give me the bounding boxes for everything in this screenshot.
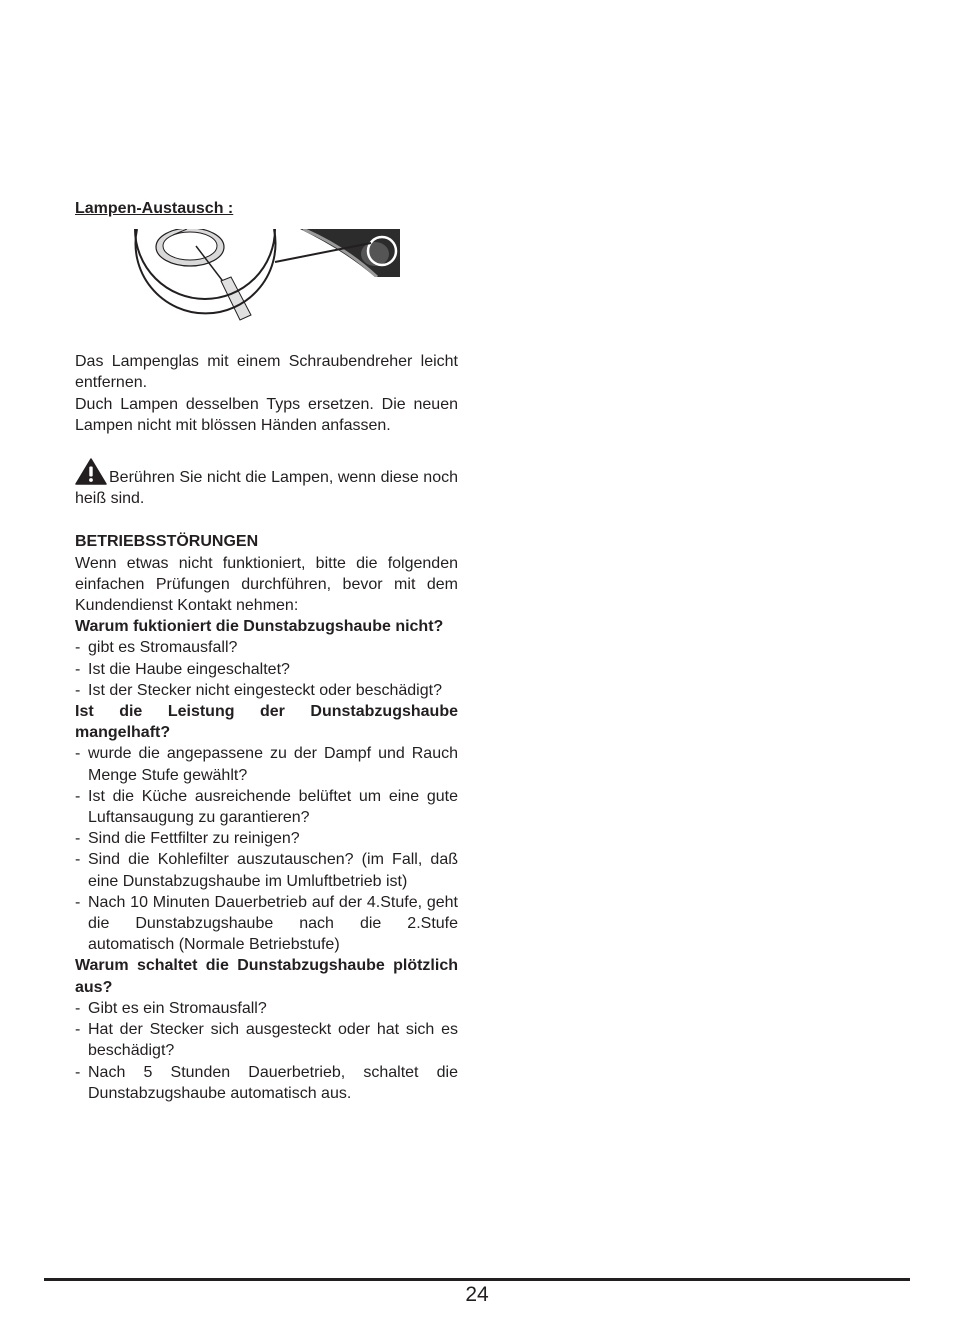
list-item: - Gibt es ein Stromausfall? [75,998,458,1019]
question-1: Warum fuktioniert die Dunstabzugshaube nicht? [75,618,444,636]
screwdriver-lamp-illustration [75,229,405,339]
list-item: - gibt es Stromausfall? [75,637,458,658]
question-1-list [75,637,458,701]
footer-divider [44,1278,910,1281]
lamp-replacement-illustration [75,229,458,339]
question-3: Warum schaltet die Dunstabzugshaube plötzlich aus? [75,957,458,996]
list-item: - wurde die angepassene zu der Dampf und Rauch Menge Stufe gewählt? [75,743,458,785]
warning-triangle-icon [75,458,107,485]
list-item: - Hat der Stecker sich ausgesteckt oder hat sich es beschädigt? [75,1019,458,1061]
list-item: - Nach 10 Minuten Dauerbetrieb auf der 4.Stufe, geht die Dunstabzugshaube nach die 2.Stufe automatisch (Normale Betriebstufe) [75,892,458,956]
list-item: - Ist die Haube eingeschaltet? [75,659,458,680]
list-item: - Sind die Fettfilter zu reinigen? [75,828,458,849]
list-item: - Sind die Kohlefilter auszutauschen? (im Fall, daß eine Dunstabzugshaube im Umluftbetrieb ist) [75,849,458,891]
hot-lamp-warning [75,458,458,509]
manual-column [75,198,458,1104]
question-3-list [75,998,458,1104]
lamp-para-1: Das Lampenglas mit einem Schraubendreher leicht entfernen. [75,353,458,392]
question-2: Ist die Leistung der Dunstabzugshaube mangelhaft? [75,703,458,742]
list-item: - Ist die Küche ausreichende belüftet um eine gute Luftansaugung zu garantieren? [75,786,458,828]
list-item: - Nach 5 Stunden Dauerbetrieb, schaltet die Dunstabzugshaube automatisch aus. [75,1062,458,1104]
lamp-para-2: Duch Lampen desselben Typs ersetzen. Die neuen Lampen nicht mit blössen Händen anfassen. [75,395,458,434]
list-item: - Ist der Stecker nicht eingesteckt oder beschädigt? [75,680,458,701]
troubleshooting-intro: Wenn etwas nicht funktioniert, bitte die folgenden einfachen Prüfungen durchführen, bevor mit dem Kundendienst Kontakt nehmen: [75,554,458,615]
lamp-replacement-heading: Lampen-Austausch : [75,200,234,217]
warning-text: Berühren Sie nicht die Lampen, wenn diese noch heiß sind. [75,469,458,508]
troubleshooting-title: BETRIEBSSTÖRUNGEN [75,533,259,551]
page-number: 24 [465,1283,489,1306]
question-2-list [75,743,458,955]
